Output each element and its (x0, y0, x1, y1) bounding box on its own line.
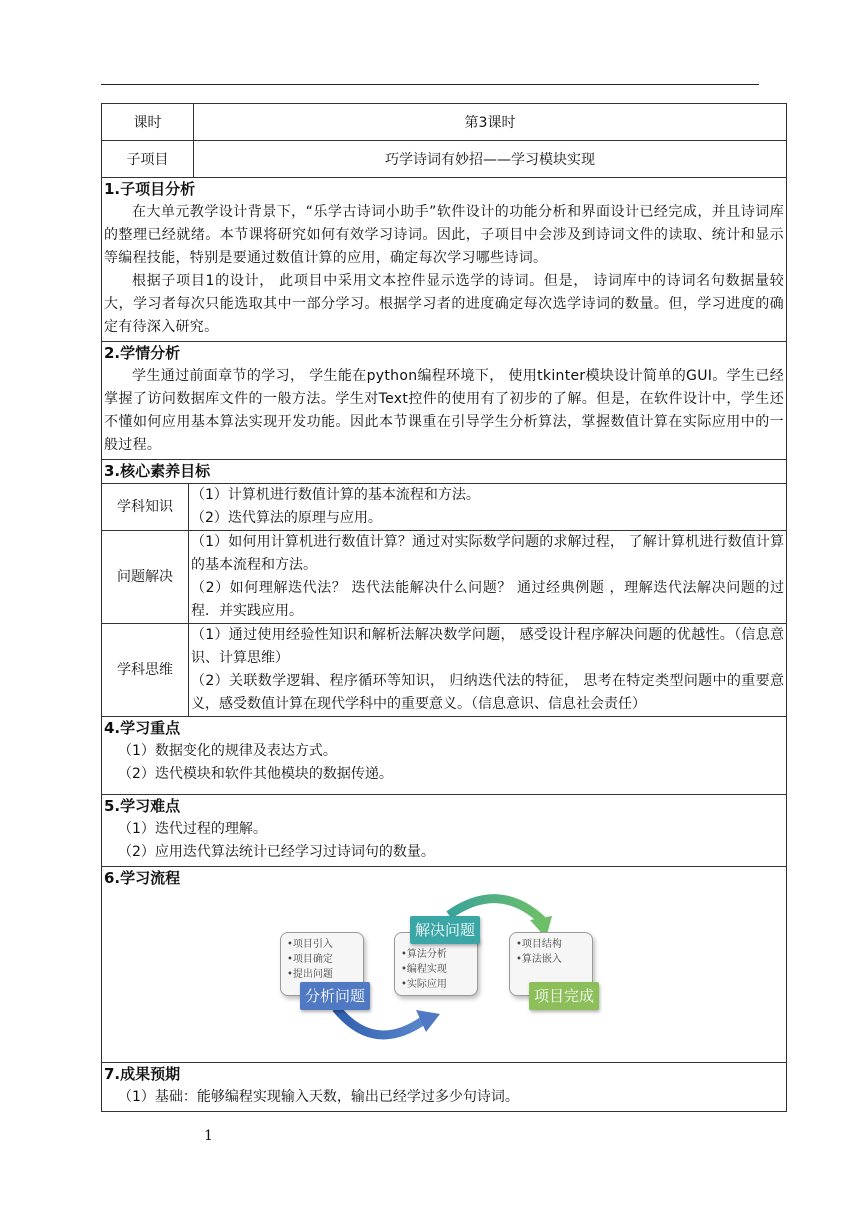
goal-line: （2）如何理解迭代法？ 迭代法能解决什么问题？ 通过经典例题 ，理解迭代法解决问题的过程．并实践应用。 (191, 580, 784, 619)
goal-line: （1）计算机进行数值计算的基本流程和方法。 (191, 487, 480, 503)
lesson-row (102, 104, 787, 141)
goal-text (189, 624, 787, 717)
list-item: （2）应用迭代算法统计已经学习过诗词句的数量。 (118, 844, 435, 860)
list-item: （1）基础：能够编程实现输入天数，输出已经学过多少句诗词。 (118, 1089, 519, 1105)
stage-bullet: •项目结构 (516, 939, 562, 950)
section-title: 1.子项目分析 (104, 180, 196, 198)
subproject-label: 子项目 (102, 141, 194, 178)
page-number: 1 (204, 1128, 213, 1144)
list-item: （2）迭代模块和软件其他模块的数据传递。 (118, 766, 393, 782)
paragraph: 学生通过前面章节的学习， 学生能在python编程环境下， 使用tkinter模块设计简单的GUI。学生已经掌握了访问数据库文件的一般方法。学生对Text控件的使用有了初步的了解。但是，在软件设计中，学生还不懂如何应用基本算法实现开发功能。因此本节课重在引导学生分析算法，掌握数值计算在实际应用中的一般过程。 (104, 368, 784, 453)
stage-bullet: •项目确定 (287, 954, 333, 965)
stage-bullet: •算法嵌入 (516, 954, 562, 965)
section-title: 2.学情分析 (104, 344, 181, 362)
section-analysis (102, 178, 787, 342)
stage-bullet: •实际应用 (401, 979, 447, 990)
goal-line: （2）关联数学逻辑、程序循环等知识， 归纳迭代法的特征， 思考在特定类型问题中的重要意义，感受数值计算在现代学科中的重要意义。（信息意识、信息社会责任） (191, 673, 784, 712)
section-process (102, 867, 787, 1063)
section-learner (102, 342, 787, 460)
stage-bullet: •提出问题 (287, 969, 333, 980)
arrow-lower (336, 1008, 424, 1035)
goal-text (189, 531, 787, 624)
goal-line: （2）迭代算法的原理与应用。 (191, 510, 382, 526)
goals-table (102, 483, 786, 716)
section-title: 3.核心素养目标 (104, 462, 211, 480)
process-diagram (104, 890, 784, 1060)
section-difficulty (102, 795, 787, 867)
section-title: 5.学习难点 (104, 797, 181, 815)
paragraph: 根据子项目1的设计， 此项目中采用文本控件显示选学的诗词。但是， 诗词库中的诗词名句数据量较大，学习者每次只能选取其中一部分学习。根据学习者的进度确定每次选学诗词的数量。但，学习进度的确定有待深入研究。 (104, 273, 784, 335)
section-outcome (102, 1063, 787, 1112)
list-item: （1）数据变化的规律及表达方式。 (118, 743, 337, 759)
goal-line: （1）如何用计算机进行数值计算？通过对实际数学问题的求解过程， 了解计算机进行数值计算的基本流程和方法。 (191, 534, 784, 573)
goal-row (102, 624, 786, 717)
goal-row (102, 531, 786, 624)
list-item: （1）迭代过程的理解。 (118, 821, 267, 837)
section-title: 4.学习重点 (104, 719, 181, 737)
subproject-value: 巧学诗词有妙招——学习模块实现 (194, 141, 787, 178)
stage-tag-complete: 项目完成 (529, 982, 599, 1010)
goal-line: （1）通过使用经验性知识和解析法解决数学问题， 感受设计程序解决问题的优越性。（信息意识、计算思维） (191, 627, 784, 666)
goal-label: 学科知识 (102, 484, 189, 531)
goal-text (189, 484, 787, 531)
stage-bullet: •项目引入 (287, 939, 333, 950)
goal-label: 问题解决 (102, 531, 189, 624)
section-goals (102, 460, 787, 717)
section-title: 7.成果预期 (104, 1065, 181, 1083)
goal-label: 学科思维 (102, 624, 189, 717)
lesson-plan-table (101, 103, 787, 1112)
stage-tag-solve: 解决问题 (410, 916, 480, 944)
lesson-value: 第3课时 (194, 104, 787, 141)
header-rule (101, 84, 759, 85)
paragraph: 在大单元教学设计背景下，“乐学古诗词小助手”软件设计的功能分析和界面设计已经完成，并且诗词库的整理已经就绪。本节课将研究如何有效学习诗词。因此，子项目中会涉及到诗词文件的读取、统计和显示等编程技能，特别是要通过数值计算的应用，确定每次学习哪些诗词。 (104, 204, 784, 266)
goal-row (102, 484, 786, 531)
subproject-row (102, 141, 787, 178)
lesson-label: 课时 (102, 104, 194, 141)
section-title: 6.学习流程 (104, 869, 181, 887)
stage-bullet: •算法分析 (401, 949, 447, 960)
section-focus (102, 717, 787, 795)
stage-bullet: •编程实现 (401, 964, 447, 975)
stage-tag-analyze: 分析问题 (300, 982, 370, 1010)
